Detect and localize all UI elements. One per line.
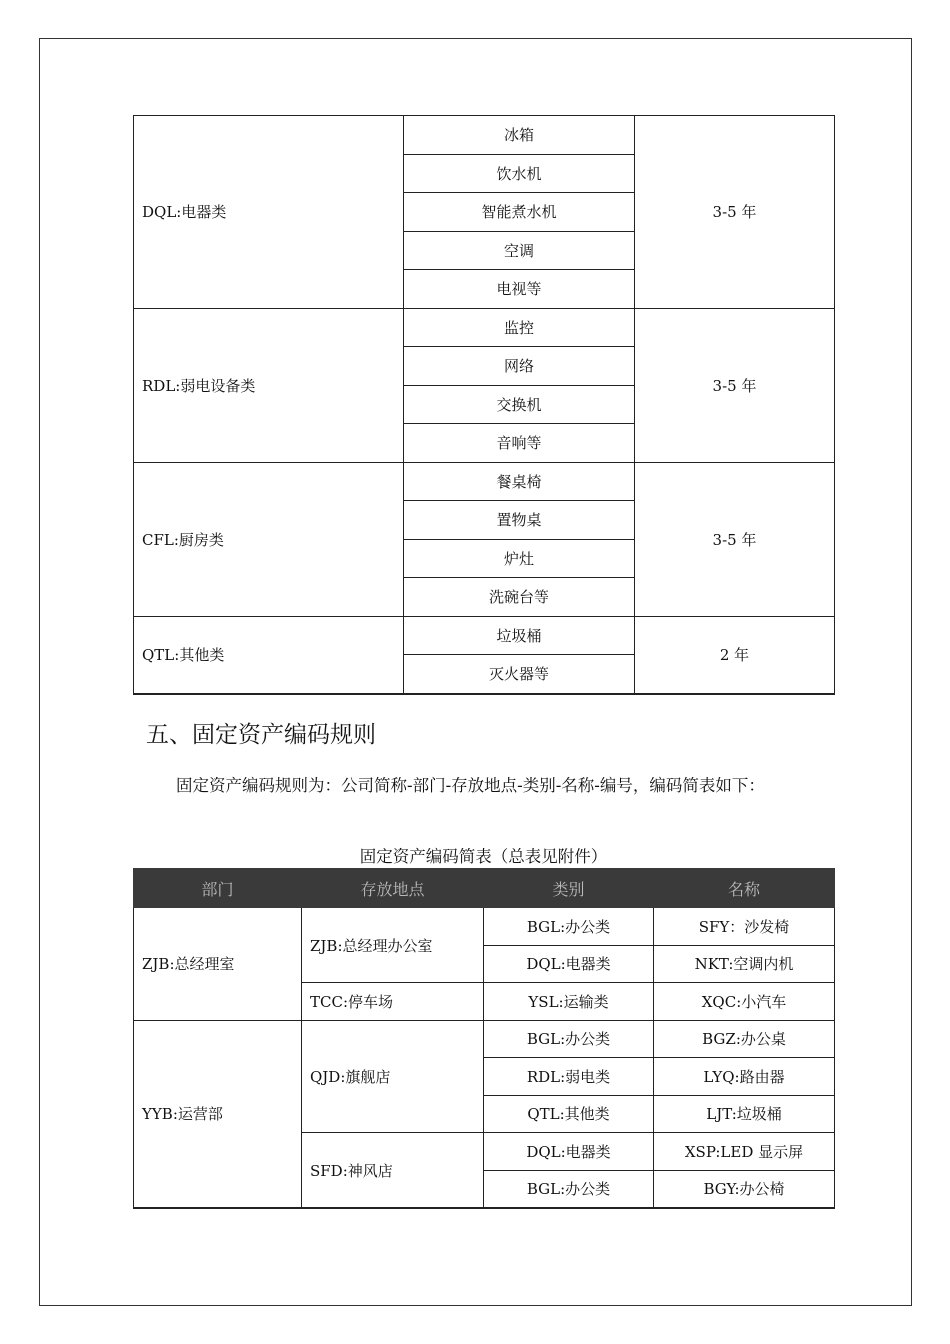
life-cell: 3-5 年 (635, 308, 835, 462)
item-cell: 灭火器等 (404, 655, 635, 694)
name-cell: LJT:垃圾桶 (654, 1095, 835, 1133)
name-cell: XSP:LED 显示屏 (654, 1133, 835, 1171)
name-cell: SFY：沙发椅 (654, 908, 835, 946)
location-cell: ZJB:总经理办公室 (302, 908, 484, 983)
item-cell: 电视等 (404, 270, 635, 309)
location-cell: QJD:旗舰店 (302, 1020, 484, 1133)
header-location: 存放地点 (302, 869, 484, 908)
table-header-row (134, 869, 835, 908)
item-cell: 空调 (404, 231, 635, 270)
category-cell: DQL:电器类 (134, 116, 404, 309)
location-cell: SFD:神风店 (302, 1133, 484, 1209)
item-cell: 置物桌 (404, 501, 635, 540)
name-cell: NKT:空调内机 (654, 945, 835, 983)
header-name: 名称 (654, 869, 835, 908)
item-cell: 餐桌椅 (404, 462, 635, 501)
type-cell: YSL:运输类 (484, 983, 654, 1021)
asset-code-table (133, 868, 835, 1209)
category-cell: RDL:弱电设备类 (134, 308, 404, 462)
name-cell: BGZ:办公桌 (654, 1020, 835, 1058)
type-cell: DQL:电器类 (484, 1133, 654, 1171)
table-row (134, 616, 835, 655)
item-cell: 交换机 (404, 385, 635, 424)
name-cell: LYQ:路由器 (654, 1058, 835, 1096)
type-cell: BGL:办公类 (484, 1020, 654, 1058)
name-cell: XQC:小汽车 (654, 983, 835, 1021)
header-type: 类别 (484, 869, 654, 908)
type-cell: BGL:办公类 (484, 908, 654, 946)
type-cell: RDL:弱电类 (484, 1058, 654, 1096)
item-cell: 冰箱 (404, 116, 635, 155)
category-cell: CFL:厨房类 (134, 462, 404, 616)
type-cell: BGL:办公类 (484, 1170, 654, 1208)
table-caption: 固定资产编码简表（总表见附件） (359, 847, 608, 866)
header-dept: 部门 (134, 869, 302, 908)
name-cell: BGY:办公椅 (654, 1170, 835, 1208)
section-heading: 五、固定资产编码规则 (146, 722, 376, 748)
table-row (134, 116, 835, 155)
table-row (134, 308, 835, 347)
item-cell: 饮水机 (404, 154, 635, 193)
item-cell: 炉灶 (404, 539, 635, 578)
life-cell: 3-5 年 (635, 116, 835, 309)
table-row (134, 1020, 835, 1058)
table-row (134, 908, 835, 946)
item-cell: 网络 (404, 347, 635, 386)
dept-cell: YYB:运营部 (134, 1020, 302, 1208)
dept-cell: ZJB:总经理室 (134, 908, 302, 1021)
item-cell: 音响等 (404, 424, 635, 463)
item-cell: 监控 (404, 308, 635, 347)
table-row (134, 462, 835, 501)
type-cell: DQL:电器类 (484, 945, 654, 983)
type-cell: QTL:其他类 (484, 1095, 654, 1133)
item-cell: 洗碗台等 (404, 578, 635, 617)
location-cell: TCC:停车场 (302, 983, 484, 1021)
category-cell: QTL:其他类 (134, 616, 404, 694)
asset-category-table (133, 115, 835, 695)
life-cell: 3-5 年 (635, 462, 835, 616)
item-cell: 垃圾桶 (404, 616, 635, 655)
body-paragraph: 固定资产编码规则为：公司简称-部门-存放地点-类别-名称-编号，编码简表如下： (176, 776, 765, 795)
item-cell: 智能煮水机 (404, 193, 635, 232)
life-cell: 2 年 (635, 616, 835, 694)
